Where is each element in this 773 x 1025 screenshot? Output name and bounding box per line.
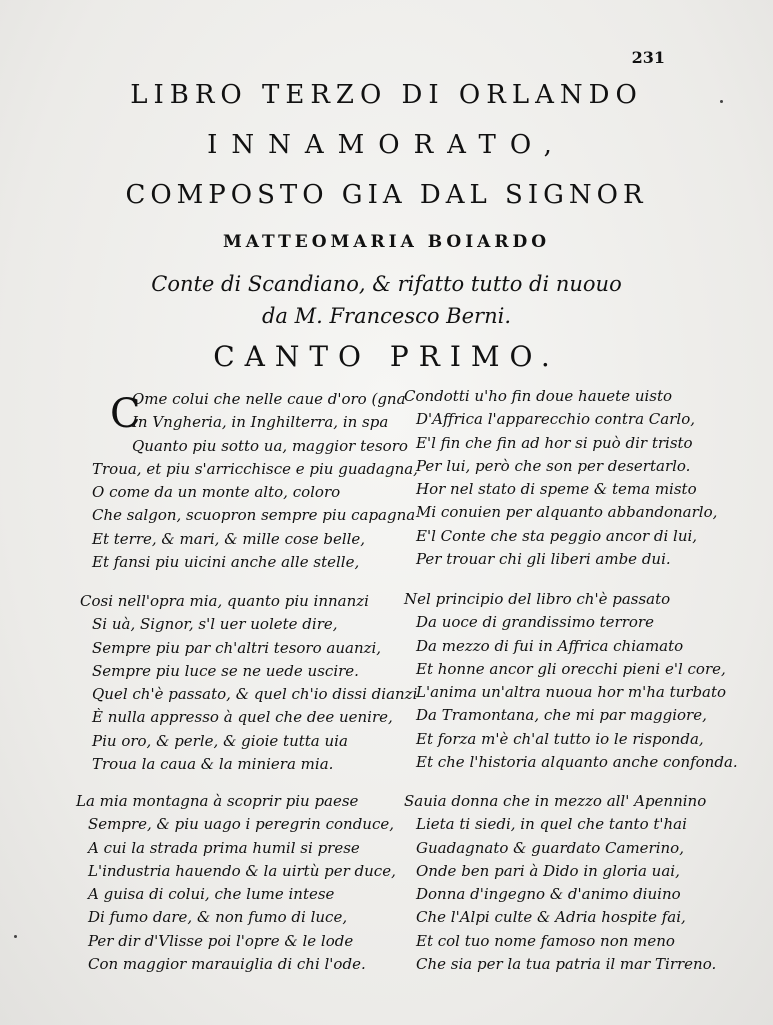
verse-line: Nel principio del libro ch'è passato [404, 590, 671, 608]
verse-line: Che sia per la tua patria il mar Tirreno. [416, 955, 717, 974]
verse-line: E'l fin che fin ad hor si può dir tristo [416, 433, 693, 452]
verse-line: Sempre piu par ch'altri tesoro auanzi, [92, 638, 382, 657]
verse-line: Da mezzo di fui in Affrica chiamato [416, 636, 684, 655]
verse-line: L'industria hauendo & la uirtù per duce, [88, 861, 396, 880]
verse-line: Ome colui che nelle caue d'oro (gna [132, 390, 406, 408]
drop-cap: C [110, 391, 141, 437]
verse-line: Guadagnato & guardato Camerino, [416, 838, 684, 857]
heading-line-2: INNAMORATO, [207, 130, 566, 160]
canto-heading: CANTO PRIMO. [213, 340, 560, 373]
verse-line: Quanto piu sotto ua, maggior tesoro [132, 436, 408, 455]
verse-line: Per trouar chi gli liberi ambe dui. [416, 550, 671, 569]
verse-line: Condotti u'ho fin doue hauete uisto [404, 387, 673, 405]
verse-line: E'l Conte che sta peggio ancor di lui, [416, 526, 698, 545]
verse-line: Che salgon, scuopron sempre piu capagna [92, 506, 416, 525]
verse-line: Mi conuien per alquanto abbandonarlo, [416, 503, 718, 522]
stanza-4 [404, 588, 738, 774]
verse-line: Cosi nell'opra mia, quanto piu innanzi [80, 592, 369, 610]
verse-line: Da uoce di grandissimo terrore [416, 613, 654, 632]
verse-line: Lieta ti siedi, in quel che tanto t'hai [416, 815, 687, 834]
verse-line: A guisa di colui, che lume intese [88, 885, 335, 904]
verse-line: Quel ch'è passato, & quel ch'io dissi dianzi [92, 685, 418, 704]
verse-line: Troua, et piu s'arricchisce e piu guadagna, [92, 459, 418, 478]
verse-line: Troua la caua & la miniera mia. [92, 755, 334, 774]
heading-line-3: COMPOSTO GIA DAL SIGNOR [125, 180, 648, 210]
author-name: MATTEOMARIA BOIARDO [222, 232, 551, 252]
verse-line: Sempre, & piu uago i peregrin conduce, [88, 815, 395, 834]
verse-line: Con maggior marauiglia di chi l'ode. [88, 955, 366, 974]
verse-line: Di fumo dare, & non fumo di luce, [88, 908, 348, 927]
verse-line: Sauia donna che in mezzo all' Apennino [404, 792, 707, 810]
verse-line: Che l'Alpi culte & Adria hospite fai, [416, 908, 686, 927]
verse-line: A cui la strada prima humil si prese [88, 838, 360, 857]
verse-line: Donna d'ingegno & d'animo diuino [416, 885, 681, 904]
paper-speck [720, 100, 723, 103]
verse-line: Et che l'historia alquanto anche confonda. [416, 753, 738, 772]
stanza-3 [80, 590, 417, 776]
heading-line-1: LIBRO TERZO DI ORLANDO [130, 80, 643, 110]
verse-line: D'Affrica l'apparecchio contra Carlo, [416, 410, 695, 429]
stanza-1 [92, 388, 418, 574]
verse-line: Per dir d'Vlisse poi l'opre & le lode [88, 931, 354, 950]
verse-line: Hor nel stato di speme & tema misto [416, 480, 697, 499]
verse-line: Et forza m'è ch'al tutto io le risponda, [416, 729, 704, 748]
subtitle-line-1: Conte di Scandiano, & rifatto tutto di nuouo [151, 272, 622, 296]
verse-line: Et fansi piu uicini anche alle stelle, [92, 553, 360, 572]
verse-line: In Vngheria, in Inghilterra, in spa [132, 413, 389, 432]
verse-line: L'anima un'altra nuoua hor m'ha turbato [416, 683, 727, 702]
paper-speck [14, 935, 17, 938]
verse-line: Per lui, però che son per desertarlo. [416, 456, 691, 475]
stanza-5 [76, 790, 396, 976]
verse-line: Da Tramontana, che mi par maggiore, [416, 706, 707, 725]
verse-line: La mia montagna à scoprir piu paese [76, 792, 359, 810]
verse-line: O come da un monte alto, coloro [92, 483, 341, 502]
page-number: 231 [631, 48, 665, 67]
stanza-2 [404, 385, 717, 571]
verse-line: Et col tuo nome famoso non meno [416, 931, 675, 950]
verse-line: È nulla appresso à quel che dee uenire, [92, 708, 393, 727]
verse-line: Piu oro, & perle, & gioie tutta uia [92, 731, 348, 750]
stanza-6 [404, 790, 716, 976]
subtitle-line-2: da M. Francesco Berni. [261, 304, 511, 328]
verse-line: Sempre piu luce se ne uede uscire. [92, 661, 359, 680]
verse-line: Si uà, Signor, s'l uer uolete dire, [92, 615, 338, 634]
verse-line: Onde ben pari à Dido in gloria uai, [416, 861, 680, 880]
verse-line: Et terre, & mari, & mille cose belle, [92, 529, 366, 548]
verse-line: Et honne ancor gli orecchi pieni e'l core, [416, 659, 726, 678]
